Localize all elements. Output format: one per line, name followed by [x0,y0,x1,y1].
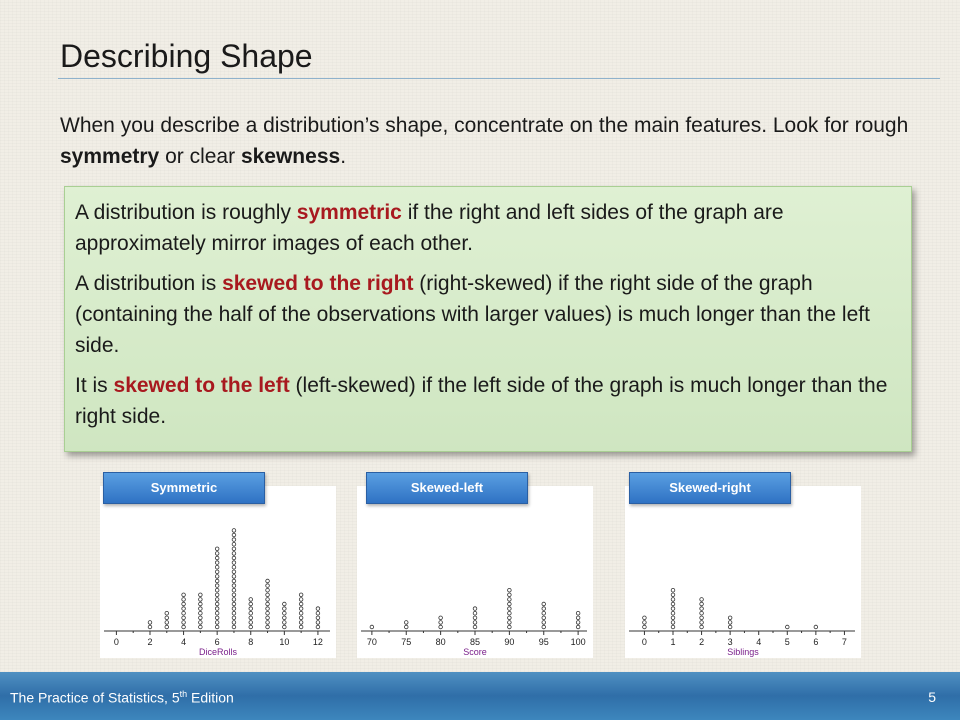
dot-symmetric [165,616,169,620]
definition-keyword: skewed to the right [222,272,414,295]
dot-symmetric [249,598,253,602]
dot-symmetric [266,621,270,625]
dot-skewed-left [542,616,546,620]
dot-symmetric [283,625,287,629]
x-tick-label: 2 [147,637,153,647]
dot-symmetric [215,579,219,583]
dot-symmetric [232,547,236,551]
dot-skewed-right [643,625,647,629]
definition-skewed-right [75,268,897,361]
dot-skewed-left [542,621,546,625]
footer-text-superscript: th [179,689,188,699]
dot-symmetric [232,561,236,565]
dot-skewed-left [404,621,408,625]
dot-symmetric [232,593,236,597]
definition-text: if the right and left sides of the graph are approximately mirror images of each other. [75,201,784,255]
dot-skewed-left [508,625,512,629]
dot-symmetric [182,602,186,606]
dot-skewed-left [473,625,477,629]
dot-symmetric [266,584,270,588]
x-tick-label: 1 [670,637,676,647]
definitions-box [64,186,912,452]
dot-skewed-left [473,611,477,615]
dot-skewed-right [700,607,704,611]
dot-skewed-left [473,607,477,611]
label-symmetric: Symmetric [103,472,265,504]
x-tick-label: 95 [538,637,549,647]
dot-symmetric [266,616,270,620]
dot-skewed-left [508,598,512,602]
x-tick-label: 85 [469,637,481,647]
dotplot-symmetric-svg [100,486,336,658]
dot-symmetric [232,588,236,592]
dot-skewed-right [700,625,704,629]
dot-skewed-right [700,616,704,620]
dot-skewed-left [576,616,580,620]
dot-skewed-right [700,621,704,625]
dot-symmetric [232,584,236,588]
dot-skewed-left [508,602,512,606]
page-number: 5 [928,689,936,705]
dot-skewed-right [671,593,675,597]
dot-symmetric [283,607,287,611]
x-tick-label: 4 [181,637,187,647]
x-tick-label: 0 [113,637,119,647]
dot-symmetric [232,625,236,629]
dot-skewed-right [700,602,704,606]
dot-symmetric [266,607,270,611]
x-tick-label: 5 [784,637,790,647]
definition-text: (right-skewed) if the right side of the graph (containing the half of the observations with larger values) is much longer than the left side. [75,272,870,357]
intro-paragraph [60,110,920,172]
dot-symmetric [232,598,236,602]
dot-symmetric [215,565,219,569]
dot-symmetric [215,588,219,592]
dot-symmetric [249,611,253,615]
dot-symmetric [232,552,236,556]
dot-symmetric [232,529,236,533]
dotplot-skewed-right-svg [625,486,861,658]
dot-symmetric [182,625,186,629]
x-tick-label: 0 [641,637,647,647]
dot-skewed-left [370,625,374,629]
intro-keyword-skewness: skewness [240,145,341,168]
dot-symmetric [266,625,270,629]
dot-skewed-right [671,598,675,602]
dot-symmetric [283,611,287,615]
slide-title: Describing Shape [60,38,313,74]
dot-skewed-right [700,598,704,602]
dot-symmetric [215,556,219,560]
dot-symmetric [215,598,219,602]
definition-keyword: symmetric [296,201,402,224]
intro-text-1: When you describe a distribution’s shape, concentrate on the main features. Look for rough [60,114,909,137]
dot-symmetric [199,616,203,620]
dot-skewed-left [439,616,443,620]
dot-skewed-right [671,607,675,611]
dot-symmetric [299,621,303,625]
x-tick-label: 4 [756,637,762,647]
dot-symmetric [215,575,219,579]
dot-skewed-left [439,621,443,625]
dot-skewed-right [728,616,732,620]
dot-symmetric [215,602,219,606]
definition-symmetric [75,197,897,259]
definition-skewed-left [75,370,897,432]
dot-skewed-left [542,611,546,615]
dot-symmetric [232,579,236,583]
dotplot-symmetric [100,486,336,658]
dot-symmetric [215,552,219,556]
dot-symmetric [299,616,303,620]
dot-skewed-left [404,625,408,629]
footer-bar [0,672,960,720]
x-tick-label: 6 [813,637,819,647]
dot-skewed-right [671,611,675,615]
dot-symmetric [299,593,303,597]
dot-symmetric [199,621,203,625]
definition-text: A distribution is roughly [75,201,297,224]
dot-symmetric [232,538,236,542]
dot-symmetric [249,621,253,625]
dot-symmetric [316,611,320,615]
dot-symmetric [182,598,186,602]
dot-skewed-right [643,621,647,625]
definition-text: (left-skewed) if the left side of the graph is much longer than the right side. [75,374,888,428]
dot-symmetric [316,616,320,620]
x-tick-label: 7 [841,637,847,647]
dot-symmetric [299,602,303,606]
dotplot-skewed-left [357,486,593,658]
dot-skewed-left [508,588,512,592]
x-tick-label: 90 [504,637,515,647]
dot-symmetric [232,542,236,546]
footer-text-part: Edition [187,689,234,706]
dot-symmetric [215,547,219,551]
x-tick-label: 10 [279,637,290,647]
x-axis-label: Siblings [727,647,759,657]
dot-symmetric [165,621,169,625]
dot-symmetric [165,611,169,615]
dot-skewed-right [728,625,732,629]
dot-skewed-left [542,607,546,611]
label-skewed-left: Skewed-left [366,472,528,504]
dot-symmetric [316,625,320,629]
dot-symmetric [199,602,203,606]
x-tick-label: 6 [214,637,220,647]
dot-symmetric [266,598,270,602]
dot-symmetric [215,616,219,620]
dotplot-skewed-left-svg [357,486,593,658]
x-tick-label: 8 [248,637,254,647]
dot-symmetric [232,607,236,611]
dot-symmetric [316,621,320,625]
intro-keyword-symmetry: symmetry [60,145,160,168]
x-tick-label: 100 [570,637,586,647]
dot-skewed-left [439,625,443,629]
label-skewed-right: Skewed-right [629,472,791,504]
dot-symmetric [199,593,203,597]
dot-skewed-left [508,593,512,597]
dot-skewed-left [508,611,512,615]
dot-skewed-left [576,625,580,629]
dot-skewed-left [473,621,477,625]
dot-symmetric [266,593,270,597]
dot-symmetric [215,611,219,615]
dot-symmetric [182,607,186,611]
dot-symmetric [232,565,236,569]
dot-symmetric [266,602,270,606]
dot-symmetric [299,611,303,615]
dot-symmetric [232,556,236,560]
dot-skewed-left [576,621,580,625]
x-tick-label: 70 [366,637,377,647]
dot-symmetric [232,575,236,579]
dot-symmetric [215,561,219,565]
dot-skewed-right [671,621,675,625]
dot-symmetric [283,621,287,625]
dot-skewed-right [728,621,732,625]
dot-symmetric [148,625,152,629]
dot-skewed-left [473,616,477,620]
dotplot-skewed-right [625,486,861,658]
title-divider [58,78,940,79]
definition-text: It is [75,374,114,397]
dot-skewed-left [542,602,546,606]
dot-symmetric [215,625,219,629]
x-axis-label: DiceRolls [198,647,238,657]
intro-text-2: or clear [159,145,241,168]
dot-symmetric [199,611,203,615]
dot-symmetric [299,598,303,602]
dot-skewed-left [508,621,512,625]
dot-skewed-left [508,607,512,611]
dot-symmetric [182,621,186,625]
dot-symmetric [232,602,236,606]
dot-skewed-right [700,611,704,615]
dot-skewed-right [671,625,675,629]
dot-symmetric [283,616,287,620]
dot-symmetric [299,607,303,611]
dot-symmetric [165,625,169,629]
dot-symmetric [182,593,186,597]
dot-symmetric [283,602,287,606]
dot-symmetric [232,616,236,620]
dot-symmetric [299,625,303,629]
dot-symmetric [215,584,219,588]
x-tick-label: 2 [699,637,705,647]
x-tick-label: 80 [435,637,446,647]
footer-book-title [10,689,234,706]
dot-symmetric [215,607,219,611]
dot-symmetric [232,533,236,537]
dot-skewed-right [671,602,675,606]
dot-symmetric [249,607,253,611]
dot-symmetric [232,621,236,625]
dot-symmetric [266,611,270,615]
intro-text-3: . [340,145,347,168]
dot-skewed-left [542,625,546,629]
dot-skewed-right [671,616,675,620]
dot-symmetric [215,593,219,597]
x-tick-label: 3 [727,637,733,647]
dot-symmetric [249,616,253,620]
dot-symmetric [199,625,203,629]
definition-keyword: skewed to the left [113,374,290,397]
x-axis-label: Score [463,647,487,657]
definition-text: A distribution is [75,272,223,295]
dot-symmetric [215,621,219,625]
dot-symmetric [199,607,203,611]
dot-symmetric [232,570,236,574]
dot-symmetric [266,588,270,592]
dot-symmetric [232,611,236,615]
dot-symmetric [182,616,186,620]
dot-symmetric [249,625,253,629]
dot-symmetric [316,607,320,611]
dot-symmetric [182,611,186,615]
dot-symmetric [148,621,152,625]
dot-symmetric [199,598,203,602]
dot-skewed-left [508,616,512,620]
dot-skewed-right [814,625,818,629]
dot-symmetric [215,570,219,574]
dot-skewed-right [643,616,647,620]
footer-text-part: The Practice of Statistics, 5 [10,689,180,706]
x-tick-label: 12 [312,637,323,647]
dot-symmetric [249,602,253,606]
dot-skewed-right [671,588,675,592]
dot-skewed-left [576,611,580,615]
x-tick-label: 75 [401,637,412,647]
dot-skewed-right [785,625,789,629]
dot-symmetric [266,579,270,583]
